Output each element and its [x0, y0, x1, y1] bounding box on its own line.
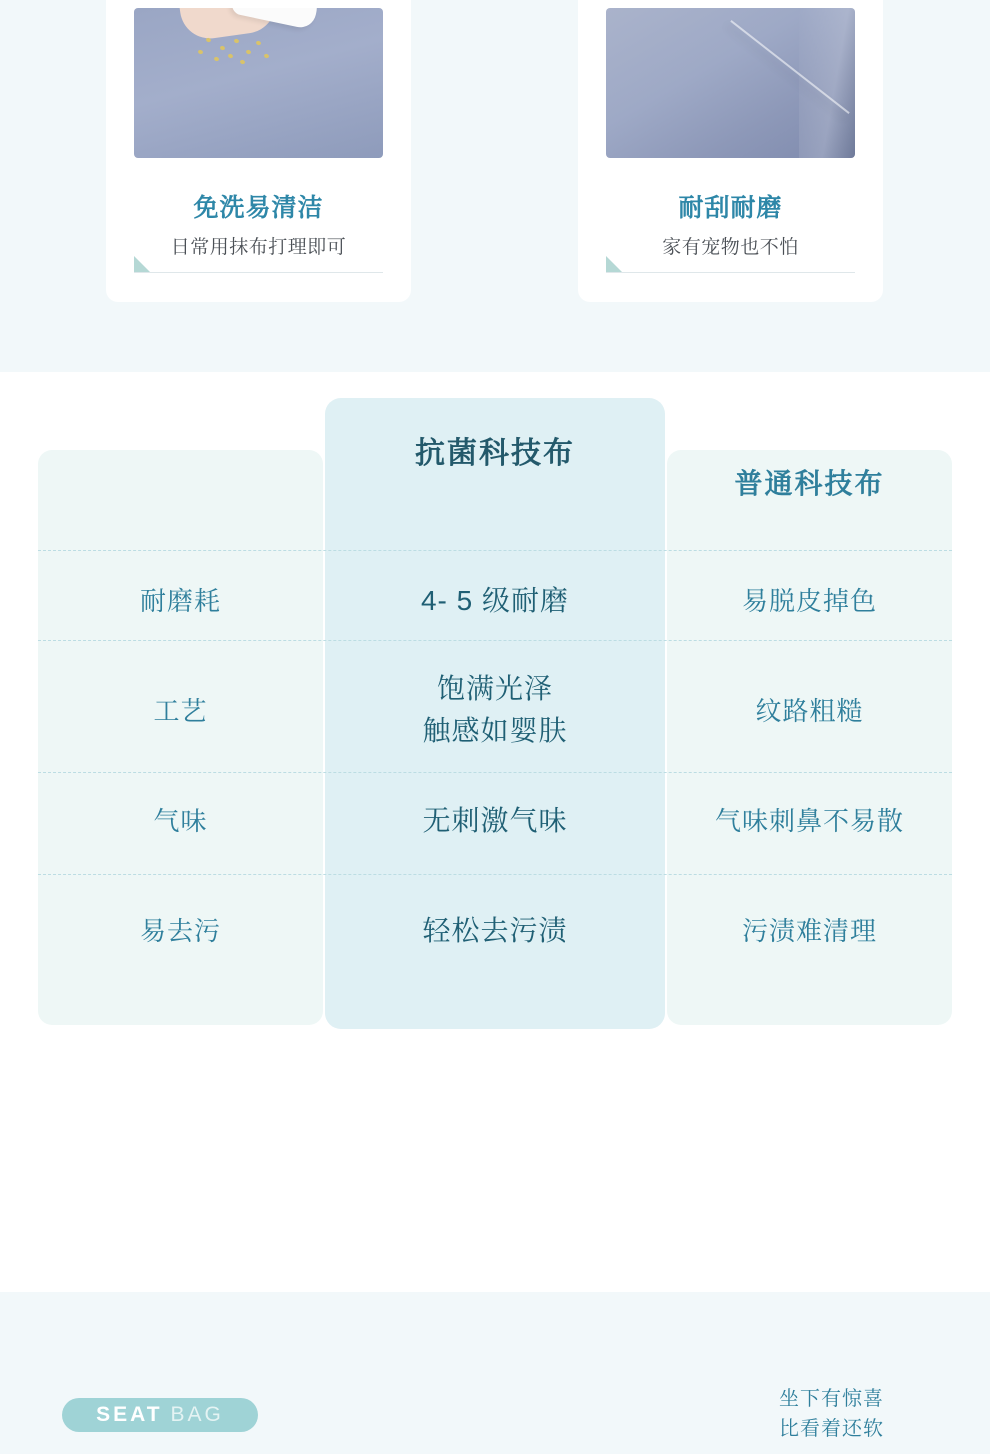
table-row-label: 工艺 — [153, 696, 208, 726]
brand-name-secondary: BAG — [170, 1403, 224, 1426]
table-row-value-antibacterial: 轻松去污渍 — [422, 915, 568, 946]
table-row-value-antibacterial-line1: 饱满光泽 — [436, 673, 553, 704]
comparison-table — [0, 372, 990, 1292]
row-divider — [38, 550, 952, 551]
corner-triangle-icon — [134, 256, 151, 273]
feature-subtitle: 日常用抹布打理即可 — [170, 237, 347, 258]
comparison-header-antibacterial: 抗菌科技布 — [415, 437, 575, 470]
feature-card-easy-clean — [106, 0, 411, 302]
scratch-resistant-photo — [606, 8, 855, 158]
table-row-value-ordinary: 气味刺鼻不易散 — [714, 806, 904, 836]
feature-title: 耐刮耐磨 — [678, 194, 783, 222]
footer-tagline — [779, 1384, 884, 1444]
row-divider — [38, 772, 952, 773]
table-row-value-antibacterial: 4- 5 级耐磨 — [420, 585, 570, 616]
table-row-label: 气味 — [153, 806, 208, 836]
feature-subtitle: 家有宠物也不怕 — [662, 237, 799, 258]
comparison-header-ordinary: 普通科技布 — [734, 468, 885, 499]
table-row-value-ordinary: 易脱皮掉色 — [741, 586, 877, 616]
table-row-value-ordinary: 污渍难清理 — [741, 916, 877, 946]
table-row-value-antibacterial: 无刺激气味 — [422, 805, 568, 836]
features-section — [0, 0, 990, 372]
table-row-value-antibacterial-line2: 触感如婴肤 — [422, 715, 568, 746]
brand-logo — [62, 1398, 258, 1432]
row-divider — [38, 640, 952, 641]
corner-triangle-icon — [606, 256, 623, 273]
divider — [134, 272, 383, 273]
row-divider — [38, 874, 952, 875]
footer-tagline-line2: 比看着还软 — [779, 1418, 884, 1440]
easy-clean-photo — [134, 8, 383, 158]
divider — [606, 272, 855, 273]
table-row-value-ordinary: 纹路粗糙 — [755, 696, 864, 726]
fabric-edge-shading — [799, 8, 855, 158]
table-row-label: 耐磨耗 — [139, 586, 221, 616]
feature-title: 免洗易清洁 — [193, 194, 324, 222]
feature-card-scratch-resistant — [578, 0, 883, 302]
table-row-label: 易去污 — [139, 916, 221, 946]
brand-name-primary: SEAT — [96, 1403, 163, 1426]
footer-tagline-line1: 坐下有惊喜 — [779, 1388, 884, 1410]
